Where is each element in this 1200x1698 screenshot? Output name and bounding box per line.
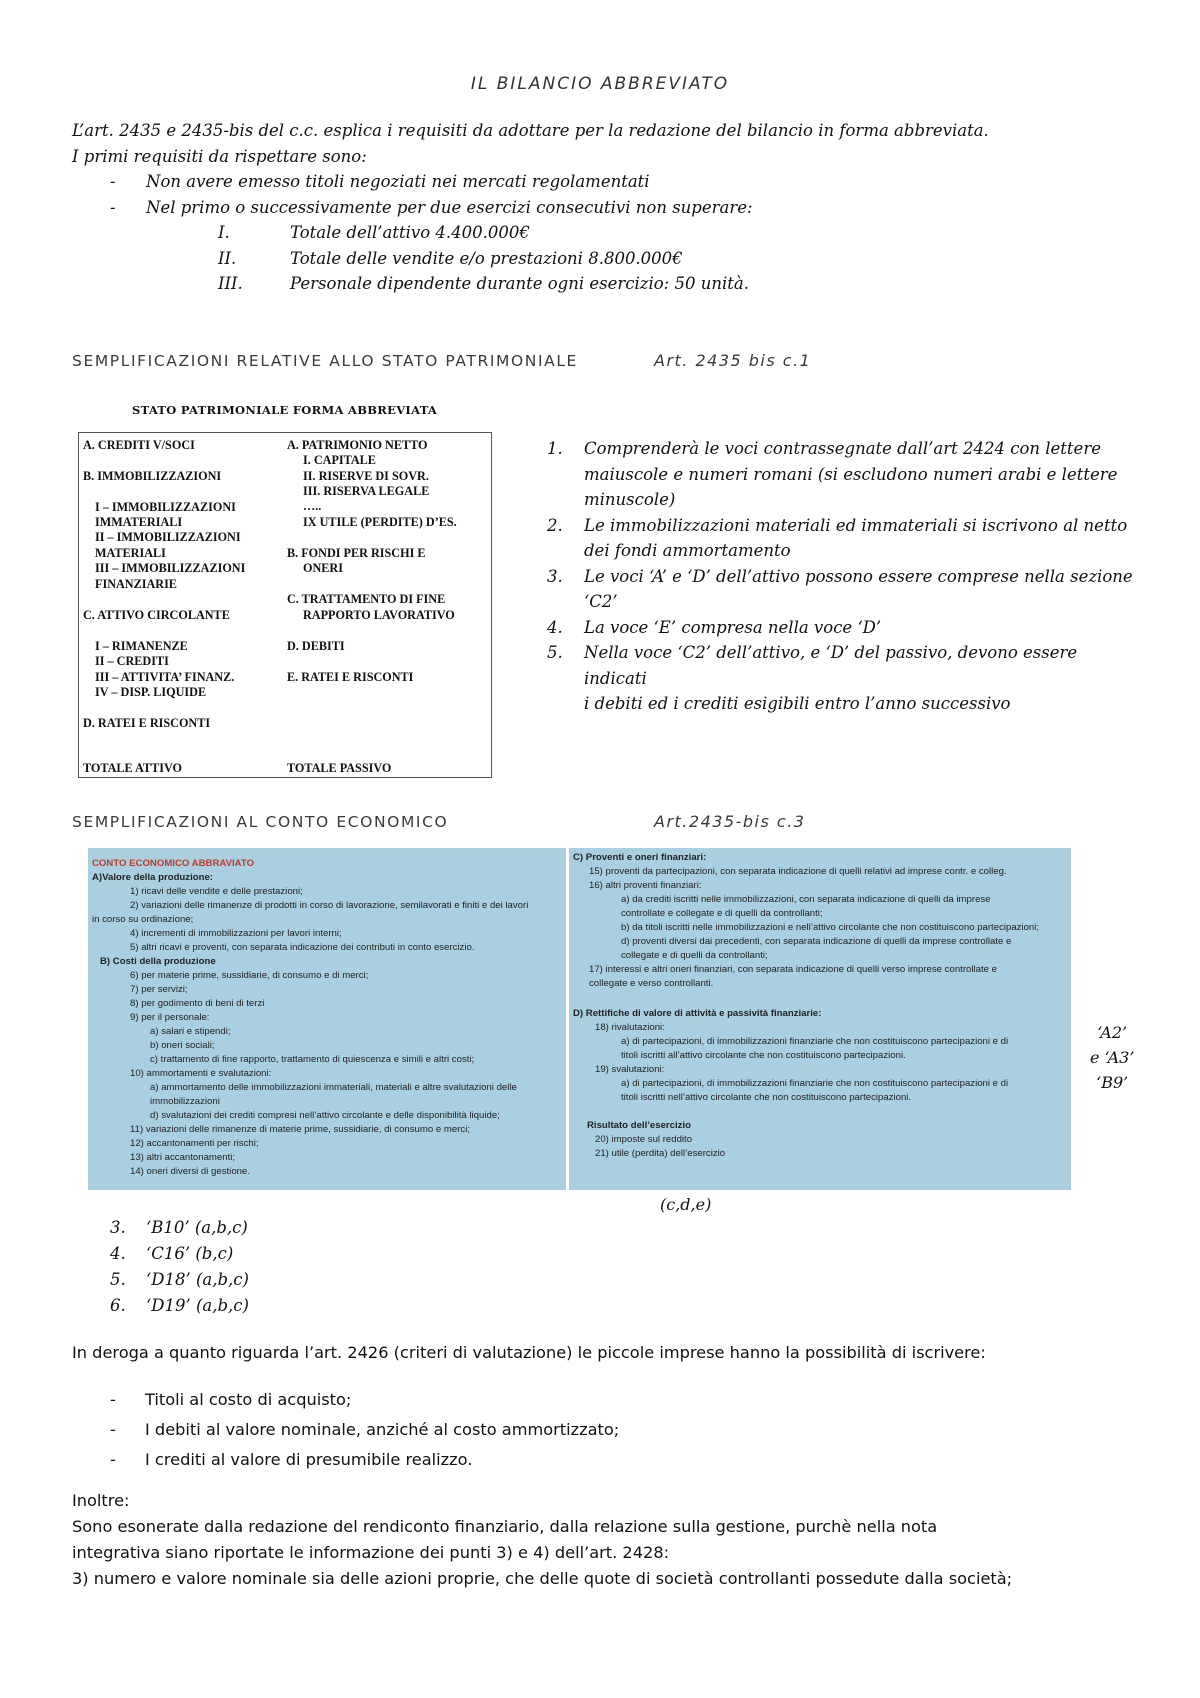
ce-line: a) di partecipazioni, di immobilizzazioni finanziarie che non costituiscono partecipazioni e di	[621, 1078, 1009, 1089]
sp-right-item: IX UTILE (PERDITE) D’ES.	[303, 515, 457, 529]
ce-line: 14) oneri diversi di gestione.	[130, 1166, 250, 1177]
list-item: 6. ‘D19’ (a,b,c)	[110, 1296, 249, 1315]
sp-left-item: FINANZIARIE	[95, 577, 177, 591]
ce-line: 13) altri accantonamenti;	[130, 1152, 236, 1163]
ce-line: c) trattamento di fine rapporto, trattamento di quiescenza e simili e altri costi;	[150, 1054, 475, 1065]
sp-left-item: A. CREDITI V/SOCI	[83, 438, 195, 452]
ce-line: 19) svalutazioni:	[595, 1064, 665, 1075]
ce-line: 4) incrementi di immobilizzazioni per lavori interni;	[130, 928, 342, 939]
items-list	[110, 1215, 249, 1319]
ce-line: 17) interessi e altri oneri finanziari, con separata indicazione di quelli verso imprese controllate e	[589, 964, 997, 975]
ce-line: 20) imposte sul reddito	[595, 1134, 693, 1145]
ce-line: Risultato dell’esercizio	[587, 1120, 691, 1131]
sp-right-item: E. RATEI E RISCONTI	[287, 670, 414, 684]
sp-left-item: II – IMMOBILIZZAZIONI	[95, 530, 241, 544]
ce-line: b) da titoli iscritti nelle immobilizzazioni e nell’attivo circolante che non costituiscono partecipazioni;	[621, 922, 1040, 933]
intro-line: I primi requisiti da rispettare sono:	[72, 146, 367, 166]
page-title: IL BILANCIO ABBREVIATO	[470, 74, 730, 94]
ce-line: 1) ricavi delle vendite e delle prestazioni;	[130, 886, 303, 897]
ce-line: 15) proventi da partecipazioni, con separata indicazione di quelli relativi ad imprese contr. e colleg.	[589, 866, 1007, 877]
section-reference: Art. 2435 bis c.1	[654, 351, 812, 370]
ce-line: 7) per servizi;	[130, 984, 188, 995]
sp-right-item: RAPPORTO LAVORATIVO	[303, 608, 455, 622]
sp-left-item: D. RATEI E RISCONTI	[83, 716, 211, 730]
sp-right-item: I. CAPITALE	[303, 453, 376, 467]
ce-line: collegate e verso controllanti.	[589, 978, 714, 989]
ce-line: 2) variazioni delle rimanenze di prodotti in corso di lavorazione, semilavorati e finiti e dei lavori	[130, 900, 529, 911]
ce-line: a) salari e stipendi;	[150, 1026, 231, 1037]
bullet-item: - Non avere emesso titoli negoziati nei mercati regolamentati	[110, 172, 650, 191]
sp-left-item: II – CREDITI	[95, 654, 169, 668]
ce-line: D) Rettifiche di valore di attività e passività finanziarie:	[573, 1008, 822, 1019]
side-note	[1090, 1020, 1134, 1095]
sp-right-item: D. DEBITI	[287, 639, 345, 653]
inoltre-label: Inoltre:	[72, 1491, 130, 1510]
roman-item: III. Personale dipendente durante ogni esercizio: 50 unità.	[218, 274, 749, 293]
bullet-item: - Titoli al costo di acquisto;	[110, 1390, 352, 1409]
roman-item: I. Totale dell’attivo 4.400.000€	[218, 223, 530, 242]
notes-list	[547, 436, 1137, 717]
ce-line: B) Costi della produzione	[100, 956, 216, 967]
ce-line: 10) ammortamenti e svalutazioni:	[130, 1068, 272, 1079]
deroga-list	[72, 1385, 619, 1475]
sp-right-item: III. RISERVA LEGALE	[303, 484, 430, 498]
ce-line: C) Proventi e oneri finanziari:	[573, 852, 707, 863]
ce-line: 11) variazioni delle rimanenze di materie prime, sussidiarie, di consumo e merci;	[130, 1124, 471, 1135]
sp-left-item: B. IMMOBILIZZAZIONI	[83, 469, 222, 483]
side-note-line: ‘A2’	[1097, 1023, 1128, 1042]
ce-line: a) di partecipazioni, di immobilizzazioni finanziarie che non costituiscono partecipazioni e di	[621, 1036, 1009, 1047]
ce-line: 5) altri ricavi e proventi, con separata indicazione dei contributi in conto esercizio.	[130, 942, 475, 953]
note-item: 5. Nella voce ‘C2’ dell’attivo, e ‘D’ del passivo, devono essere indicati i debiti ed i crediti esigibili entro l’anno successivo	[547, 643, 1078, 713]
intro-line: L’art. 2435 e 2435-bis del c.c. esplica i requisiti da adottare per la redazione del bilancio in forma abbreviata.	[72, 121, 989, 140]
ce-line: A)Valore della produzione:	[92, 872, 214, 883]
sp-left-item: III – IMMOBILIZZAZIONI	[95, 561, 246, 575]
ce-line: 16) altri proventi finanziari:	[589, 880, 702, 891]
bullet-item: - I debiti al valore nominale, anziché al costo ammortizzato;	[110, 1420, 620, 1439]
sp-left-item: IMMATERIALI	[95, 515, 183, 529]
sp-right-item: …..	[303, 499, 322, 513]
sp-left-item: C. ATTIVO CIRCOLANTE	[83, 608, 230, 622]
section-heading: SEMPLIFICAZIONI AL CONTO ECONOMICO	[72, 813, 449, 831]
sp-left-item: I – IMMOBILIZZAZIONI	[95, 500, 236, 514]
ce-line: d) proventi diversi dai precedenti, con separata indicazione di quelli da imprese controllate e	[621, 936, 1012, 947]
roman-item: II. Totale delle vendite e/o prestazioni 8.800.000€	[218, 248, 683, 268]
inoltre-line: Sono esonerate dalla redazione del rendiconto finanziario, dalla relazione sulla gestione, purchè nella nota	[72, 1517, 938, 1536]
bullet-item: - Nel primo o successivamente per due esercizi consecutivi non superare:	[110, 197, 753, 217]
sp-left-item: MATERIALI	[95, 546, 166, 560]
inoltre-line: 3) numero e valore nominale sia delle azioni proprie, che delle quote di società controllanti possedute dalla società;	[72, 1569, 1013, 1588]
ce-line: CONTO ECONOMICO ABBRAVIATO	[92, 858, 255, 869]
side-note-line: ‘B9’	[1096, 1073, 1129, 1092]
ce-line: a) da crediti iscritti nelle immobilizzazioni, con separata indicazione di quelli da imprese	[621, 894, 991, 905]
bullet-item: - I crediti al valore di presumibile realizzo.	[110, 1450, 473, 1469]
ce-line: in corso su ordinazione;	[92, 914, 194, 925]
ce-line: collegate e di quelli da controllanti;	[621, 950, 768, 961]
ce-line: titoli iscritti all’attivo circolante che non costituiscono partecipazioni.	[621, 1050, 906, 1061]
ce-line: d) svalutazioni dei crediti compresi nell’attivo circolante e delle disponibilità liquide;	[150, 1110, 500, 1121]
section-heading: SEMPLIFICAZIONI RELATIVE ALLO STATO PATRIMONIALE	[72, 352, 578, 370]
ce-line: a) ammortamento delle immobilizzazioni immateriali, materiali e altre svalutazioni delle	[150, 1082, 517, 1093]
sp-right-item: TOTALE PASSIVO	[287, 761, 392, 775]
deroga-paragraph: In deroga a quanto riguarda l’art. 2426 (criteri di valutazione) le piccole imprese hanno la possibilità di iscrivere:	[72, 1343, 986, 1362]
sp-left-item: I – RIMANENZE	[95, 639, 188, 653]
inoltre-line: integrativa siano riportate le informazione dei punti 3) e 4) dell’art. 2428:	[72, 1543, 670, 1562]
sp-right-item: C. TRATTAMENTO DI FINE	[287, 592, 446, 606]
sp-left-item: III – ATTIVITA’ FINANZ.	[95, 670, 235, 684]
note-item: 4. La voce ‘E’ compresa nella voce ‘D’	[547, 617, 882, 637]
note-item: 1. Comprenderà le voci contrassegnate dall’art 2424 con lettere maiuscole e numeri romani (si escludono numeri arabi e lettere minuscole)	[547, 439, 1118, 509]
sp-right-item: II. RISERVE DI SOVR.	[303, 469, 429, 483]
inoltre-paragraph	[72, 1488, 1012, 1592]
sp-right-item: ONERI	[303, 561, 343, 575]
intro-section	[72, 118, 989, 297]
ce-line: 9) per il personale:	[130, 1012, 210, 1023]
note-item: 2. Le immobilizzazioni materiali ed immateriali si iscrivono al netto dei fondi ammortamento	[547, 515, 1128, 560]
income-statement-right	[569, 848, 1071, 1190]
note-item: 3. Le voci ‘A’ e ‘D’ dell’attivo possono essere comprese nella sezione ‘C2’	[547, 566, 1133, 611]
ce-line: controllate e collegate e di quelli da controllanti;	[621, 908, 823, 919]
list-item: 5. ‘D18’ (a,b,c)	[110, 1270, 249, 1289]
sp-left-item: TOTALE ATTIVO	[83, 761, 182, 775]
ce-line: 6) per materie prime, sussidiarie, di consumo e di merci;	[130, 970, 369, 981]
income-statement-left	[88, 848, 566, 1190]
sp-right-item: B. FONDI PER RISCHI E	[287, 546, 426, 560]
side-note-line: e ‘A3’	[1090, 1048, 1135, 1067]
ce-line: 18) rivalutazioni:	[595, 1022, 665, 1033]
balance-sheet-table	[78, 432, 492, 778]
sp-left-item: IV – DISP. LIQUIDE	[95, 685, 207, 699]
ce-line: 21) utile (perdita) dell’esercizio	[595, 1148, 726, 1159]
cde-note: (c,d,e)	[660, 1195, 712, 1214]
list-item: 3. ‘B10’ (a,b,c)	[110, 1218, 248, 1237]
list-item: 4. ‘C16’ (b,c)	[110, 1244, 234, 1263]
ce-line: 8) per godimento di beni di terzi	[130, 998, 265, 1009]
ce-line: 12) accantonamenti per rischi;	[130, 1138, 259, 1149]
ce-line: titoli iscritti nell’attivo circolante che non costituiscono partecipazioni.	[621, 1092, 912, 1103]
ce-line: immobilizzazioni	[150, 1096, 220, 1107]
sp-right-item: A. PATRIMONIO NETTO	[287, 438, 428, 452]
balance-sheet-caption: STATO PATRIMONIALE FORMA ABBREVIATA	[132, 403, 438, 417]
ce-line: b) oneri sociali;	[150, 1040, 215, 1051]
section-reference: Art.2435-bis c.3	[654, 812, 806, 831]
